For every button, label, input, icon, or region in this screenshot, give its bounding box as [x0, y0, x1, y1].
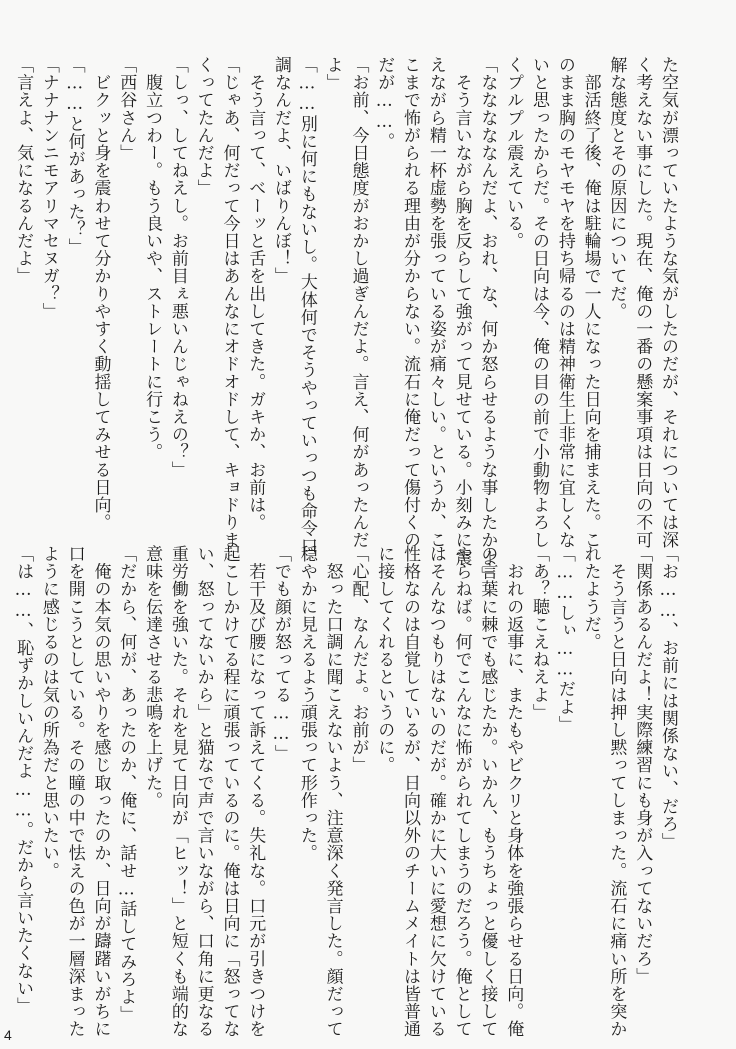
text-line: 怒った口調に聞こえないよう、注意深く発言した。顔だって	[322, 545, 343, 1038]
lower-text-block	[13, 545, 680, 1038]
text-line: 「は……、恥ずかしいんだよ……。だから言いたくない」	[13, 545, 34, 1015]
text-line: 部活終了後、俺は駐輪場で一人になった日向を捕まえた。こ	[580, 56, 601, 549]
text-line: 調なんだよ、いばりんぼ！」	[271, 56, 292, 285]
text-line: 起こしかけてる程に頑張っているのに。俺は日向に「怒ってな	[219, 545, 240, 1038]
text-line: よ」	[322, 56, 343, 92]
text-line: こまで怖がられる理由が分からない。流石に俺だって傷付くの	[400, 56, 421, 549]
text-line: おれの返事に、またもやビクリと身体を強張らせる日向。俺	[503, 545, 524, 1038]
text-line: 穏やかに見えるよう頑張って形作った。	[296, 545, 317, 862]
text-line: れたようだ。	[580, 545, 601, 651]
upper-text-block	[13, 56, 680, 584]
text-line: い、怒ってないから」と猫なで声で言いながら、口角に更なる	[193, 545, 214, 1038]
text-line: く考えない事にした。現在、俺の一番の懸案事項は日向の不可	[632, 56, 653, 549]
text-line: 重労働を強いた。それを見て日向が「ヒッ！」と短くも端的な	[167, 545, 188, 1038]
text-line: 意味を伝達させる悲鳴を上げた。	[142, 545, 163, 809]
text-line: くってたんだよ」	[193, 56, 214, 197]
text-line: 「お……、お前には関係ない、だろ」	[658, 545, 678, 851]
text-line: 「なななななんだよ、おれ、な、何か怒らせるような事したかよ」	[477, 56, 498, 584]
text-line: そう言って、べーッと舌を出してきた。ガキか、お前は。	[245, 56, 266, 532]
text-line: 「だから、何が、あったのか、俺に、話せ…話してみろよ」	[116, 545, 137, 1024]
text-line: 解な態度とその原因についてだ。	[606, 56, 627, 320]
text-line: 俺の本気の思いやりを感じ取ったのか、日向が躊躇いがちに	[90, 545, 111, 1038]
text-line: だが……。	[374, 56, 395, 150]
text-line: 「……しぃ……だよ」	[554, 545, 575, 733]
page-number: 4	[4, 1027, 12, 1043]
text-line: 腹立つわー。もう良いや、ストレートに行こう。	[142, 56, 163, 461]
text-line: 「じゃあ、何だって今日はあんなにオドオドして、キョドりま	[219, 56, 240, 549]
text-line: えながら精一杯虚勢を張っている姿が痛々しい。というか、こ	[425, 56, 446, 549]
text-line: 「心配、なんだよ。お前が」	[348, 545, 369, 774]
text-line: はそんなつもりはないのだが。確かに大いに愛想に欠けている	[425, 545, 446, 1038]
text-line: 「言えよ、気になるんだよ」	[13, 56, 34, 285]
text-line: 「……別に何にもないし。大体何でそうやっていっつも命令口	[296, 56, 317, 555]
text-line: 「関係あるんだよ！実際練習にも身が入ってないだろ」	[632, 545, 653, 985]
text-line: ように感じるのは気の所為だと思いたい。	[38, 545, 59, 880]
text-line: の言葉に棘でも感じたか。いかん、もうちょっと優しく接して	[477, 545, 498, 1038]
text-line: いと思ったからだ。その日向は今、俺の目の前で小動物よろし	[529, 56, 550, 549]
text-line: 「お前、今日態度がおかし過ぎんだよ。言え、何があったんだ	[348, 56, 369, 549]
text-line: やらねば。何でこんなに怖がられてしまうのだろう。俺として	[451, 545, 472, 1038]
text-line: 「しっ、してねえし。お前目ぇ悪いんじゃねえの？」	[167, 56, 188, 479]
text-line: そう言うと日向は押し黙ってしまった。流石に痛い所を突か	[606, 545, 627, 1038]
text-line: くプルプル震えている。	[503, 56, 524, 250]
text-line: 「……と何があった？」	[64, 56, 85, 256]
text-line: 若干及び腰になって訴えてくる。失礼な。口元が引きつけを	[245, 545, 266, 1038]
text-line: ビクッと身を震わせて分かりやすく動揺してみせる日向。	[90, 56, 111, 532]
text-line: のまま胸のモヤモヤを持ち帰るのは精神衛生上非常に宜しくな	[554, 56, 575, 549]
text-line: に接してくれるというのに。	[374, 545, 395, 774]
text-line: そう言いながら胸を反らして強がって見せている。小刻みに震	[451, 56, 472, 567]
text-line: 口を開こうとしている。その瞳の中で怯えの色が一層深まった	[64, 545, 85, 1038]
text-line: 「西谷さん」	[116, 56, 137, 162]
text-line: 「あ？聴こえねえよ」	[529, 545, 550, 721]
text-line: 性格なのは自覚しているが、日向以外のチームメイトは皆普通	[400, 545, 421, 1038]
text-line: た空気が漂っていたような気がしたのだが、それについては深	[658, 56, 678, 549]
text-line: 「ナナナンニモアリマセヌガ？」	[38, 56, 59, 320]
text-line: 「でも顔が怒ってる……」	[271, 545, 292, 763]
